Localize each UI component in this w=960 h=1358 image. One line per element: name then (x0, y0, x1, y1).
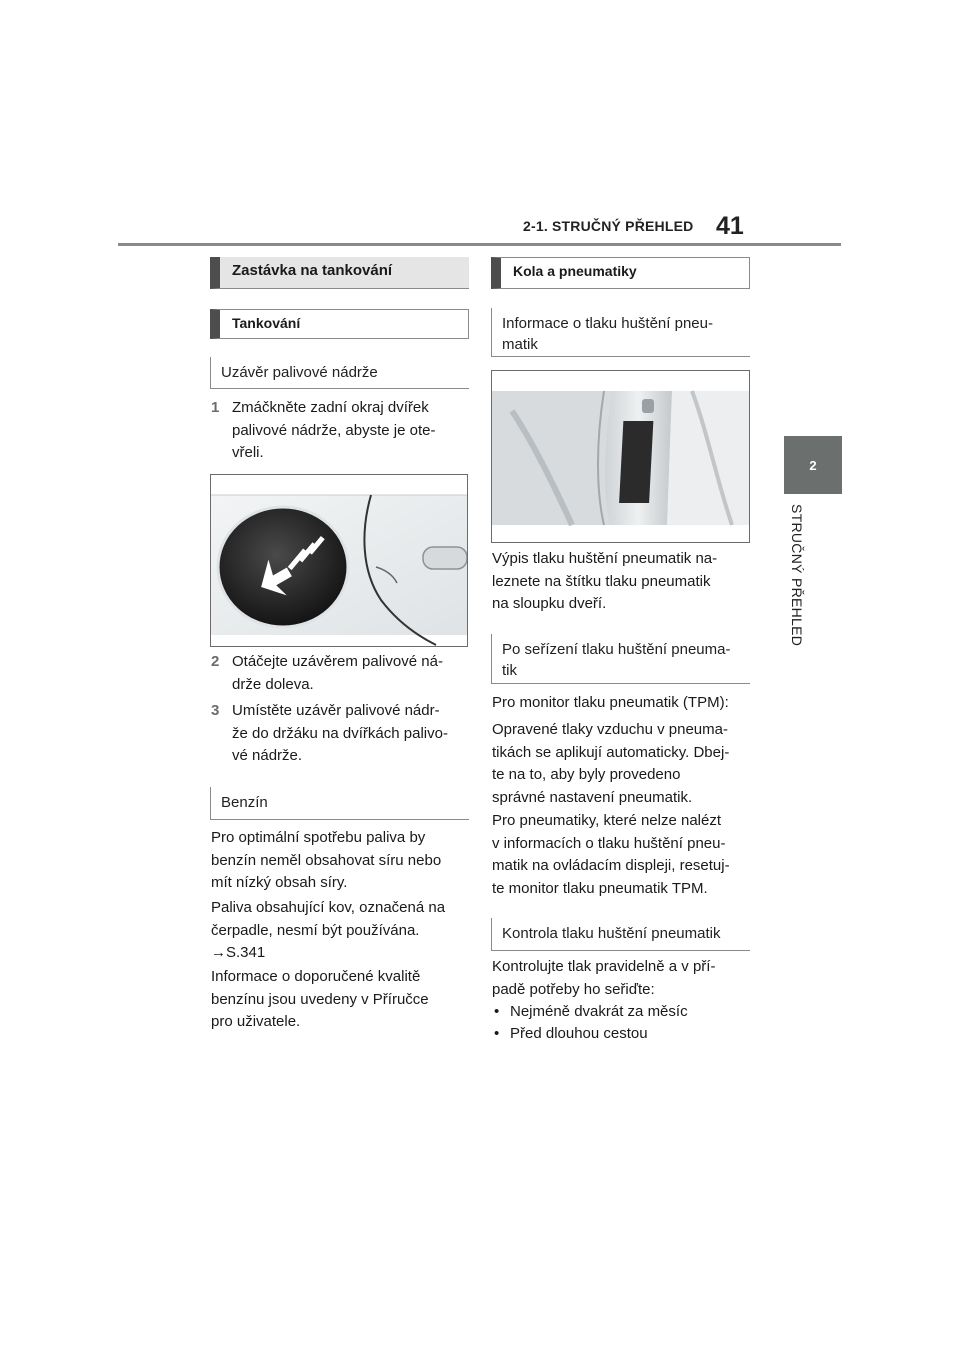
header-rule (118, 243, 841, 246)
step-3: 3 Umístěte uzávěr palivové nádr- že do držáku na dvířkách palivo- vé nádrže. (211, 702, 448, 765)
list-item: • Nejméně dvakrát za měsíc (494, 1001, 754, 1024)
paragraph-tpm-auto: Opravené tlaky vzduchu v pneuma- tikách se aplikují automaticky. Dbej- te na to, aby byly provedeno správné nastavení pneumatik. (492, 721, 730, 806)
chapter-tab (784, 436, 842, 494)
bullet-icon: • (494, 1003, 500, 1020)
paragraph-fuel-quality: Informace o doporučené kvalitě benzínu jsou uvedeny v Příručce pro uživatele. (211, 968, 429, 1031)
paragraph-tpm-reset: Pro pneumatiky, které nelze nalézt v informacích o tlaku huštění pneu- matik na ovládacím displeji, resetuj- te monitor tlaku pneumatik TPM. (492, 812, 730, 897)
figure-caption: Výpis tlaku huštění pneumatik na- leznete na štítku tlaku pneumatik na sloupku dveří. (492, 550, 718, 613)
door-pillar-illustration (491, 370, 750, 543)
paragraph-metal-fuels: Paliva obsahující kov, označená na čerpadle, nesmí být používána. →S.341 (211, 897, 473, 965)
step-1: 1 Zmáčkněte zadní okraj dvířek palivové nádrže, abyste je ote- vřeli. (211, 399, 436, 462)
section-title: 2-1. STRUČNÝ PŘEHLED (523, 218, 694, 234)
chapter-number: 2 (809, 457, 817, 473)
step-2: 2 Otáčejte uzávěrem palivové ná- drže doleva. (211, 653, 443, 693)
paragraph-check: Kontrolujte tlak pravidelně a v pří- padě potřeby ho seřiďte: (492, 958, 716, 998)
page-reference-link[interactable]: →S.341 (211, 944, 266, 962)
heading-fuel-cap: Uzávěr palivové nádrže (210, 357, 469, 389)
door-pillar-drawing (492, 371, 749, 542)
heading-petrol: Benzín (210, 787, 469, 820)
page-number: 41 (716, 212, 744, 240)
paragraph-sulfur: Pro optimální spotřebu paliva by benzín neměl obsahovat síru nebo mít nízký obsah síry. (211, 829, 442, 892)
fuel-flap-drawing (211, 475, 467, 646)
heading-refuel-stop: Zastávka na tankování (210, 257, 469, 289)
paragraph-tpm-intro: Pro monitor tlaku pneumatik (TPM): (492, 694, 729, 711)
heading-refueling: Tankování (210, 309, 469, 339)
heading-after-adjustment: Po seřízení tlaku huštění pneuma- tik (491, 634, 750, 684)
chapter-label: STRUČNÝ PŘEHLED (789, 504, 805, 647)
list-item: • Před dlouhou cestou (494, 1023, 754, 1046)
heading-wheels-tyres: Kola a pneumatiky (491, 257, 750, 289)
heading-pressure-info: Informace o tlaku huštění pneu- matik (491, 308, 750, 357)
heading-pressure-check: Kontrola tlaku huštění pneumatik (491, 918, 750, 951)
bullet-icon: • (494, 1025, 500, 1042)
fuel-flap-illustration (210, 474, 468, 647)
